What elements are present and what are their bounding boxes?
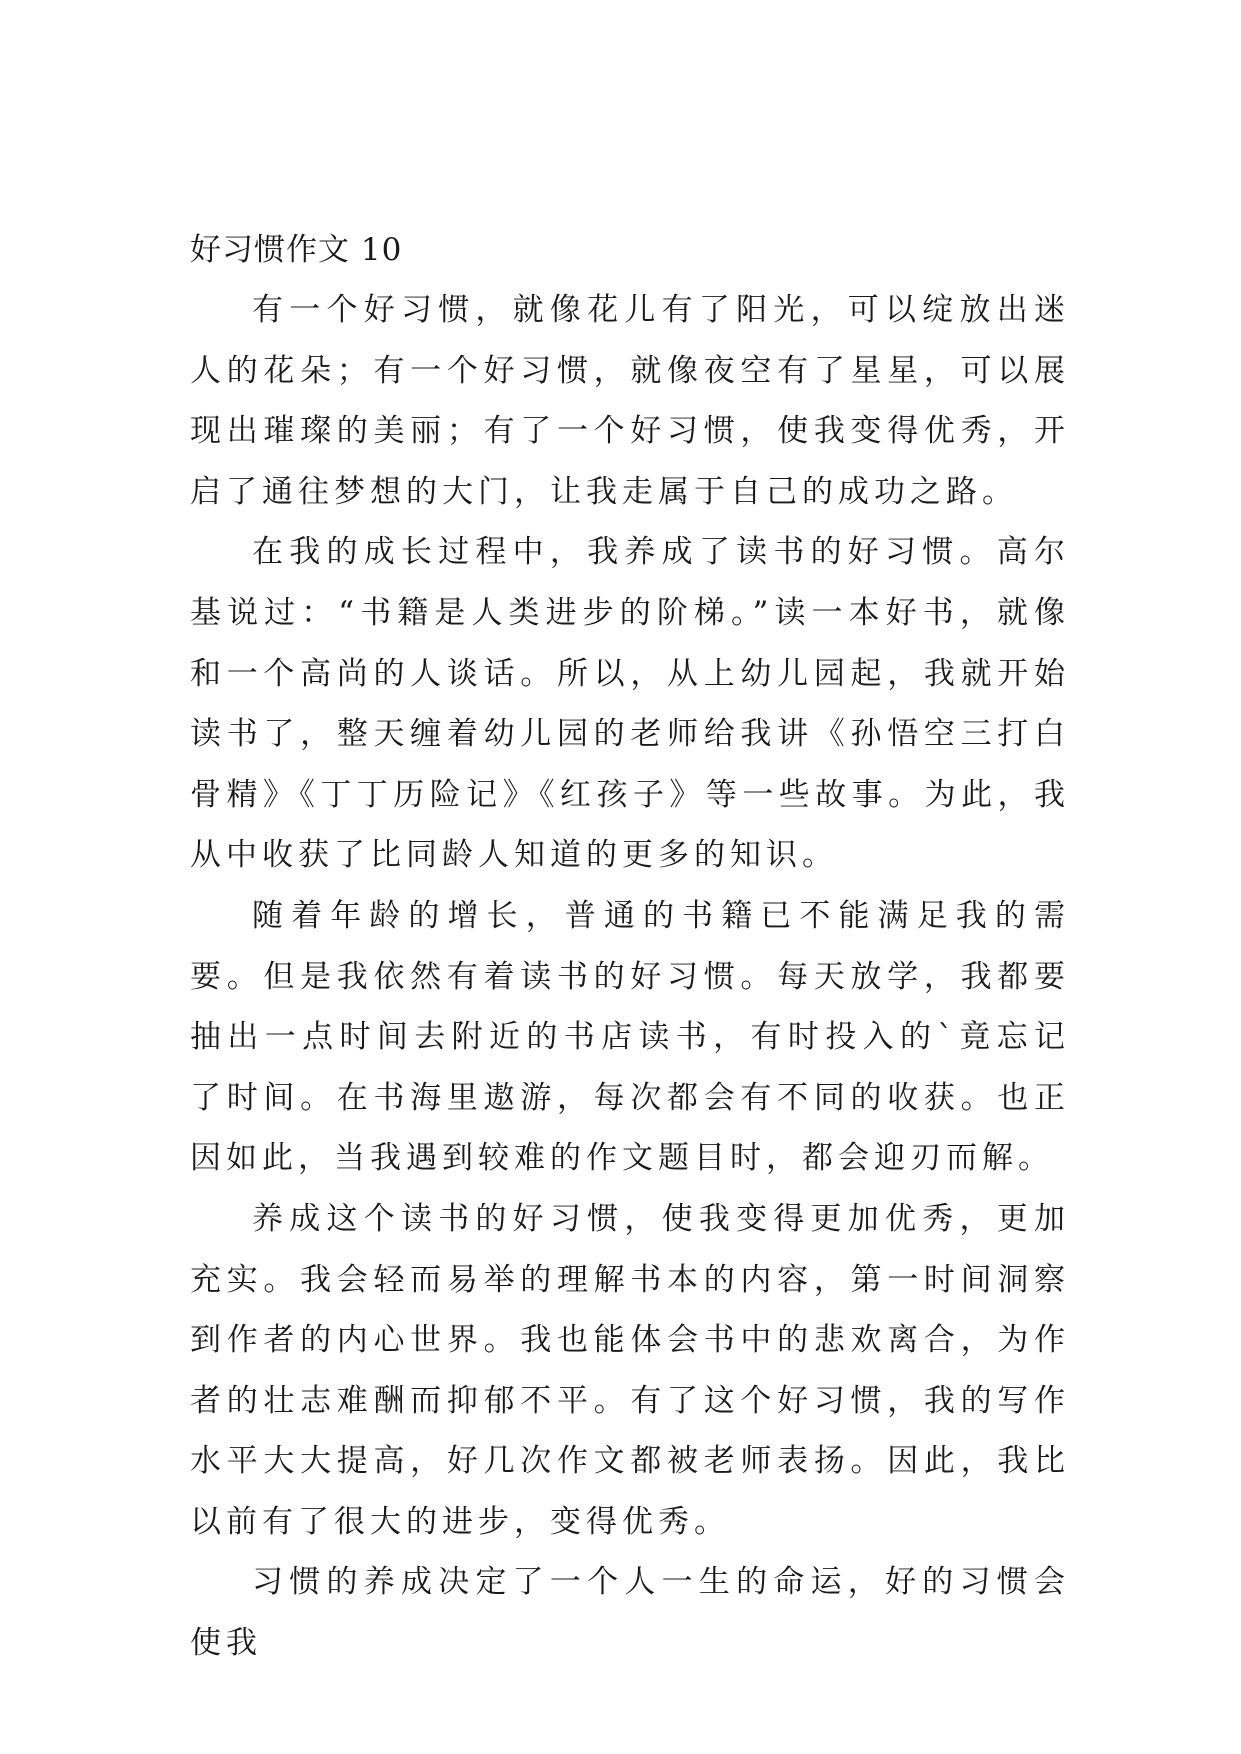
document-body: [190, 220, 1070, 1674]
document-title: 好习惯作文 10: [190, 232, 403, 268]
paragraph-3: 随着年龄的增长，普通的书籍已不能满足我的需要。但是我依然有着读书的好习惯。每天放学，我都要抽出一点时间去附近的书店读书，有时投入的`竟忘记了时间。在书海里遨游，每次都会有不同的收获。也正因如此，当我遇到较难的作文题目时，都会迎刃而解。: [190, 897, 1070, 1177]
paragraph-1: 有一个好习惯，就像花儿有了阳光，可以绽放出迷人的花朵；有一个好习惯，就像夜空有了星星，可以展现出璀璨的美丽；有了一个好习惯，使我变得优秀，开启了通往梦想的大门，让我走属于自己的成功之路。: [190, 292, 1070, 510]
paragraph-5: 习惯的养成决定了一个人一生的命运，好的习惯会使我: [190, 1564, 1070, 1662]
paragraph-4: 养成这个读书的好习惯，使我变得更加优秀，更加充实。我会轻而易举的理解书本的内容，第一时间洞察到作者的内心世界。我也能体会书中的悲欢离合，为作者的壮志难酬而抑郁不平。有了这个好习惯，我的写作水平大大提高，好几次作文都被老师表扬。因此，我比以前有了很大的进步，变得优秀。: [190, 1200, 1070, 1540]
paragraph-2: 在我的成长过程中，我养成了读书的好习惯。高尔基说过：“书籍是人类进步的阶梯。”读一本好书，就像和一个高尚的人谈话。所以，从上幼儿园起，我就开始读书了，整天缠着幼儿园的老师给我讲《孙悟空三打白骨精》《丁丁历险记》《红孩子》等一些故事。为此，我从中收获了比同龄人知道的更多的知识。: [190, 534, 1070, 874]
